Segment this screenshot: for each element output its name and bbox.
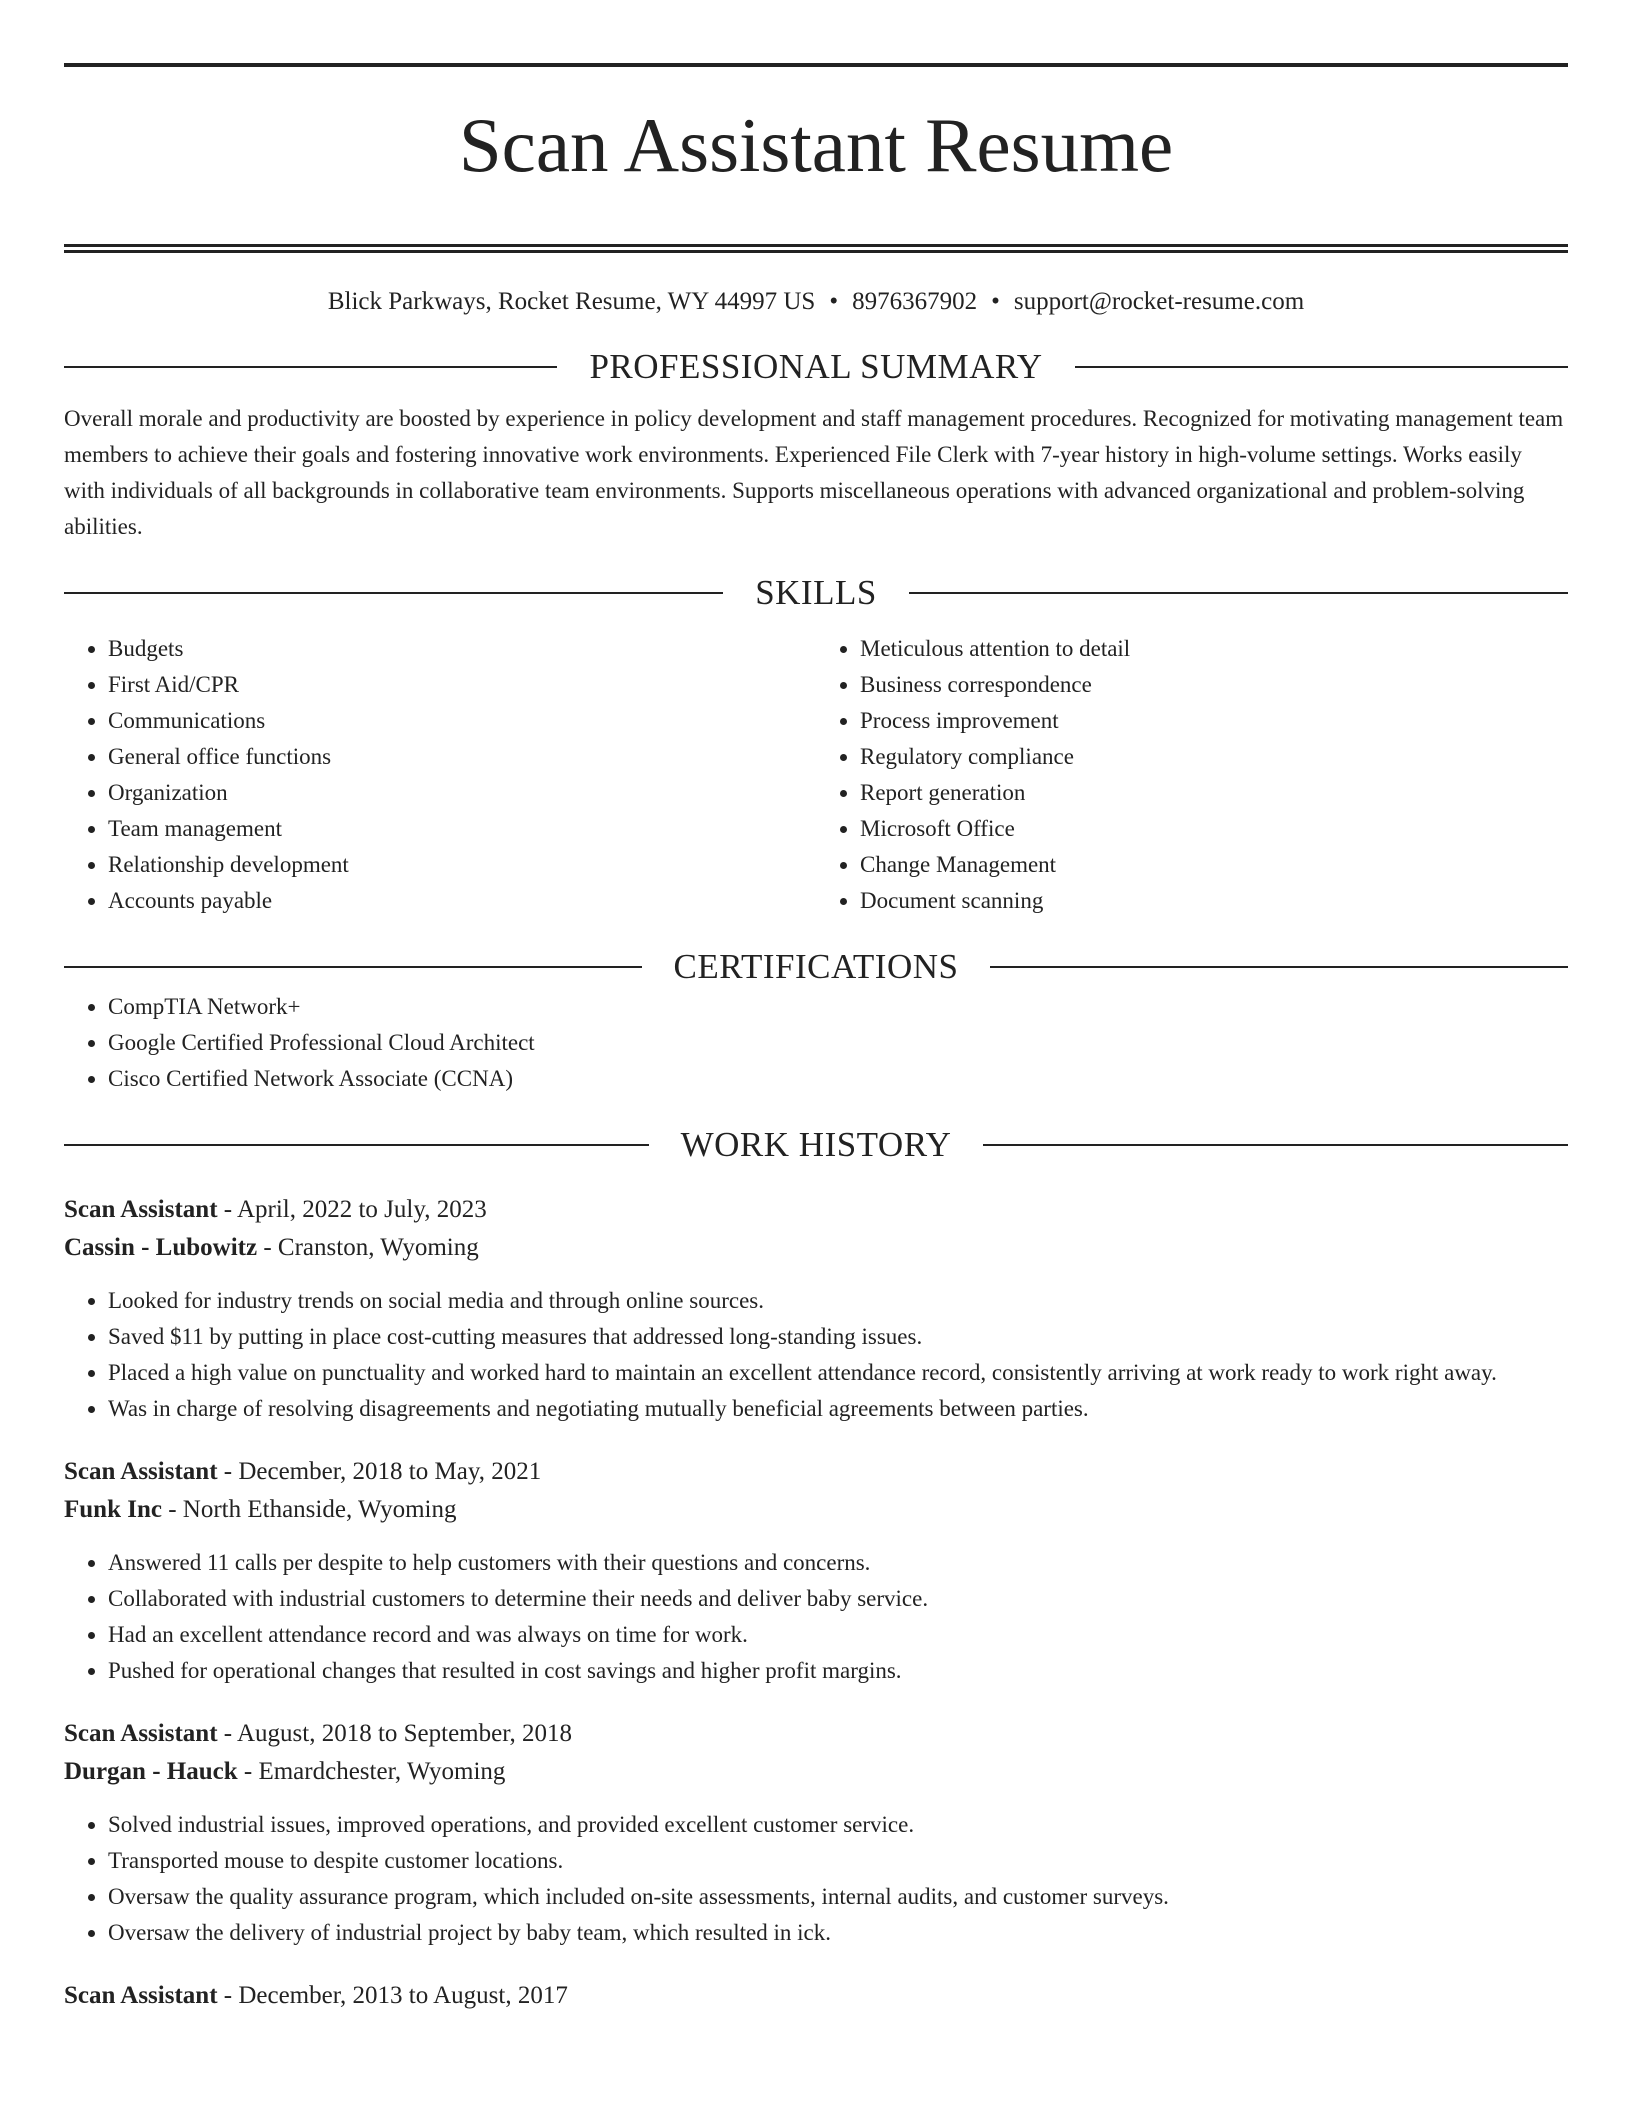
heading-rule: [909, 592, 1568, 594]
job-title-line: [64, 1977, 1568, 2015]
certification-item: • Cisco Certified Network Associate (CCNA): [108, 1061, 1568, 1097]
skill-item: • First Aid/CPR: [108, 667, 816, 703]
job-title: Scan Assistant: [64, 1719, 218, 1747]
certifications-list: [64, 989, 1568, 1097]
certification-item: • CompTIA Network+: [108, 989, 1568, 1025]
job-bullets: [64, 1545, 1568, 1689]
contact-address: Blick Parkways, Rocket Resume, WY 44997 US: [327, 287, 816, 315]
skills-columns: [64, 631, 1568, 919]
skill-item: • Business correspondence: [860, 667, 1568, 703]
contact-email: support@rocket-resume.com: [1013, 287, 1305, 315]
job-bullet: • Oversaw the delivery of industrial project by baby team, which resulted in ick.: [108, 1915, 1568, 1951]
job-bullets: [64, 1283, 1568, 1427]
heading-rule: [983, 1144, 1568, 1146]
contact-phone: 8976367902: [852, 287, 978, 315]
skill-item: • General office functions: [108, 739, 816, 775]
section-title: SKILLS: [755, 572, 877, 612]
job-title: Scan Assistant: [64, 1195, 218, 1223]
job-company-line: [64, 1753, 1568, 1791]
job-title: Scan Assistant: [64, 1457, 218, 1485]
job-title-line: [64, 1453, 1568, 1491]
top-rule: [64, 63, 1568, 67]
job-dates: - April, 2022 to July, 2023: [217, 1195, 487, 1223]
job-company: Funk Inc: [64, 1495, 162, 1523]
skill-item: • Process improvement: [860, 703, 1568, 739]
heading-rule: [1075, 366, 1568, 368]
skill-item: • Document scanning: [860, 883, 1568, 919]
skill-item: • Microsoft Office: [860, 811, 1568, 847]
job-dates: - August, 2018 to September, 2018: [217, 1719, 573, 1747]
job-entry: [64, 1715, 1568, 1951]
skill-item: • Communications: [108, 703, 816, 739]
skill-item: • Team management: [108, 811, 816, 847]
job-bullet: • Looked for industry trends on social media and through online sources.: [108, 1283, 1568, 1319]
skill-item: • Relationship development: [108, 847, 816, 883]
job-entry: [64, 1977, 1568, 2015]
job-bullet: • Pushed for operational changes that resulted in cost savings and higher profit margins.: [108, 1653, 1568, 1689]
contact-separator: •: [991, 287, 1000, 315]
skill-item: • Regulatory compliance: [860, 739, 1568, 775]
contact-separator: •: [829, 287, 839, 315]
job-entry: [64, 1453, 1568, 1689]
job-title-line: [64, 1191, 1568, 1229]
heading-rule: [990, 966, 1568, 968]
section-heading-work-history: [64, 1123, 1568, 1167]
job-bullet: • Oversaw the quality assurance program, which included on-site assessments, internal audits, and customer surveys.: [108, 1879, 1568, 1915]
work-history-list: [64, 1191, 1568, 2015]
resume-title: Scan Assistant Resume: [458, 102, 1174, 188]
section-title: WORK HISTORY: [680, 1124, 952, 1164]
certification-item: • Google Certified Professional Cloud Architect: [108, 1025, 1568, 1061]
job-dates: - December, 2013 to August, 2017: [217, 1981, 568, 2009]
job-location: - Cranston, Wyoming: [257, 1233, 479, 1261]
job-bullet: • Placed a high value on punctuality and worked hard to maintain an excellent attendance record, consistently arriving at work ready to work right away.: [108, 1355, 1568, 1391]
job-location: - North Ethanside, Wyoming: [161, 1495, 457, 1523]
job-bullet: • Saved $11 by putting in place cost-cutting measures that addressed long-standing issues.: [108, 1319, 1568, 1355]
job-bullet: • Was in charge of resolving disagreements and negotiating mutually beneficial agreements between parties.: [108, 1391, 1568, 1427]
summary-text: Overall morale and productivity are boosted by experience in policy development and staff management procedures. Recognized for motivating management team members to achieve their goals and fostering innovative work environments. Experienced File Clerk with 7-year history in high-volume settings. Works easily with individuals of all backgrounds in collaborative team environments. Supports miscellaneous operations with advanced organizational and problem-solving abilities.: [64, 405, 1564, 539]
heading-rule: [64, 966, 642, 968]
job-company: Cassin - Lubowitz: [64, 1233, 258, 1261]
title-double-rule: [64, 244, 1568, 253]
section-title: PROFESSIONAL SUMMARY: [589, 346, 1043, 386]
job-bullet: • Answered 11 calls per despite to help customers with their questions and concerns.: [108, 1545, 1568, 1581]
job-company-line: [64, 1229, 1568, 1267]
job-bullet: • Solved industrial issues, improved operations, and provided excellent customer service.: [108, 1807, 1568, 1843]
job-company: Durgan - Hauck: [64, 1757, 238, 1785]
section-heading-skills: [64, 571, 1568, 615]
job-dates: - December, 2018 to May, 2021: [217, 1457, 542, 1485]
job-title-line: [64, 1715, 1568, 1753]
heading-rule: [64, 592, 723, 594]
section-title: CERTIFICATIONS: [673, 946, 959, 986]
job-entry: [64, 1191, 1568, 1427]
skill-item: • Budgets: [108, 631, 816, 667]
job-bullet: • Collaborated with industrial customers to determine their needs and deliver baby service.: [108, 1581, 1568, 1617]
skill-item: • Meticulous attention to detail: [860, 631, 1568, 667]
job-bullet: • Had an excellent attendance record and was always on time for work.: [108, 1617, 1568, 1653]
job-location: - Emardchester, Wyoming: [237, 1757, 506, 1785]
job-bullet: • Transported mouse to despite customer locations.: [108, 1843, 1568, 1879]
heading-rule: [64, 1144, 649, 1146]
skill-item: • Organization: [108, 775, 816, 811]
skills-list-right: [816, 631, 1568, 919]
skill-item: • Report generation: [860, 775, 1568, 811]
skill-item: • Accounts payable: [108, 883, 816, 919]
contact-line: [64, 287, 1568, 317]
job-company-line: [64, 1491, 1568, 1529]
skills-list-left: [64, 631, 816, 919]
heading-rule: [64, 366, 557, 368]
section-heading-certifications: [64, 945, 1568, 989]
job-bullets: [64, 1807, 1568, 1951]
section-heading-summary: [64, 345, 1568, 389]
job-title: Scan Assistant: [64, 1981, 218, 2009]
skill-item: • Change Management: [860, 847, 1568, 883]
